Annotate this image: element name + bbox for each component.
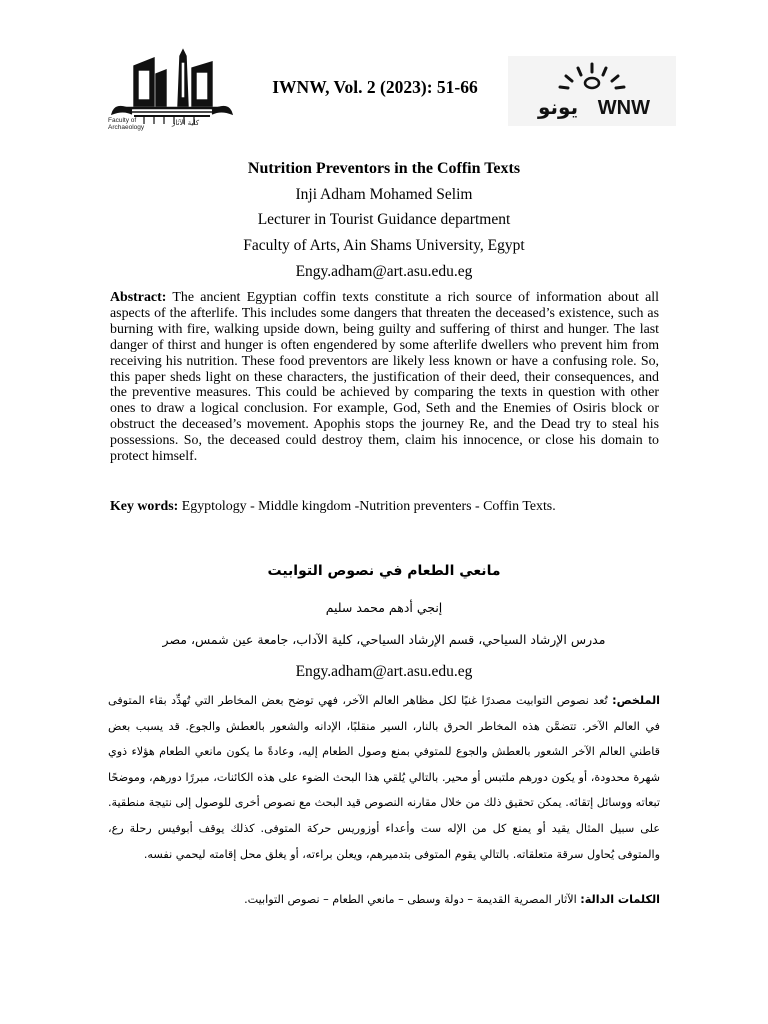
- logo-caption-line-2: Archaeology: [108, 124, 145, 131]
- abstract-text: The ancient Egyptian coffin texts constitute a rich source of information about all aspects of the afterlife. This includes some dangers that threaten the deceased’s existence, such as burning with fire, walking upside down, being guilty and suffering of thirst and hunger. The last danger of thirst and hunger is often engendered by some afterlife dwellers who prevent him from receiving his nutrition. These food preventors are likely less known or have a confusing role. So, this paper sheds light on these characters, the justification of their deed, their consequences, and the preventive measures. This could be achieved by comparing the texts in question with other ones to draw a logical conclusion. For example, God, Seth and the Enemies of Osiris block or obstruct the deceased’s movement. Apophis stops the journey Re, and the Dead try to steal his possessions. So, the deceased could destroy them, claim his innocence, or close his domain to protect himself.: [110, 290, 659, 465]
- arabic-keywords-label: الكلمات الدالة:: [580, 893, 660, 906]
- page-header: [0, 0, 768, 150]
- arabic-email: Engy.adham@art.asu.edu.eg: [295, 663, 473, 680]
- logo-caption-line-1: Faculty of: [108, 117, 137, 124]
- english-author: Inji Adham Mohamed Selim: [295, 186, 473, 203]
- iwnw-logo: [508, 56, 676, 126]
- english-keywords: [110, 499, 670, 515]
- logo-caption-arabic: كلية الآثار: [172, 119, 200, 127]
- arabic-author: إنجي أدهم محمد سليم: [325, 600, 443, 615]
- english-position: Lecturer in Tourist Guidance department: [257, 211, 511, 228]
- svg-text:WNW: WNW: [597, 97, 650, 119]
- english-affiliation: Faculty of Arts, Ain Shams University, Egypt: [243, 237, 525, 254]
- svg-text:يونو: يونو: [538, 95, 579, 119]
- arabic-abstract-label: الملخص:: [612, 694, 660, 707]
- english-abstract: [110, 290, 659, 465]
- english-email: Engy.adham@art.asu.edu.eg: [295, 263, 473, 280]
- arabic-keywords: [108, 893, 660, 906]
- arabic-abstract-text: تُعد نصوص التوابيت مصدرًا غنيًا لكل مظاهر العالم الآخر، فهي توضح بعض المخاطر التي تُهدِّد بقاء المتوفى في العالم الآخر. تتضمَّن هذه المخاطر الحرق بالنار، السير منقلبًا، الإدانه والشعور بالعطش والجوع. قد يسبب بعض قاطني العالم الآخر الشعور بالعطش والجوع للمتوفي بمنع وصول الطعام إليه، وعادةً ما يكون مانعي الطعام هؤلاء ذوي شهرة محدودة، أو يكون دورهم ملتبس أو محير. بالتالي يُلقي هذا البحث الضوء على هذه الكائنات، مبررًا دورهم، وموضحًا تبعاته ووسائل إتقائه. يمكن تحقيق ذلك من خلال مقارنه النصوص قيد البحث مع نصوص أخرى للوصول إلى نتيجة منطقية. على سبيل المثال يقيد أو يمنع كل من الإله ست وأعداء أوزوريس حركة المتوفى. كذلك يوقف أبوفيس رحلة رع، والمتوفى يُحاول سرقة متعلقاته. بالتالي يقوم المتوفى بتدميرهم، ويعلن براءته، أو يغلق محل إقامته ليحمي نفسه.: [108, 694, 660, 861]
- english-title: Nutrition Preventors in the Coffin Texts: [247, 160, 521, 177]
- arabic-title: مانعي الطعام في نصوص التوابيت: [267, 563, 501, 579]
- abstract-label: Abstract:: [110, 290, 167, 305]
- arabic-keywords-text: الآثار المصرية القديمة – دولة وسطى – مانعي الطعام – نصوص التوابيت.: [244, 893, 577, 906]
- journal-citation: IWNW, Vol. 2 (2023): 51-66: [272, 77, 478, 97]
- arabic-position: مدرس الإرشاد السياحي، قسم الإرشاد السياحي، كلية الآداب، جامعة عين شمس، مصر: [162, 632, 606, 647]
- arabic-abstract: [108, 688, 660, 867]
- logo-caption: [108, 117, 144, 131]
- keywords-text: Egyptology - Middle kingdom -Nutrition preventers - Coffin Texts.: [181, 499, 556, 514]
- keywords-label: Key words:: [110, 499, 179, 514]
